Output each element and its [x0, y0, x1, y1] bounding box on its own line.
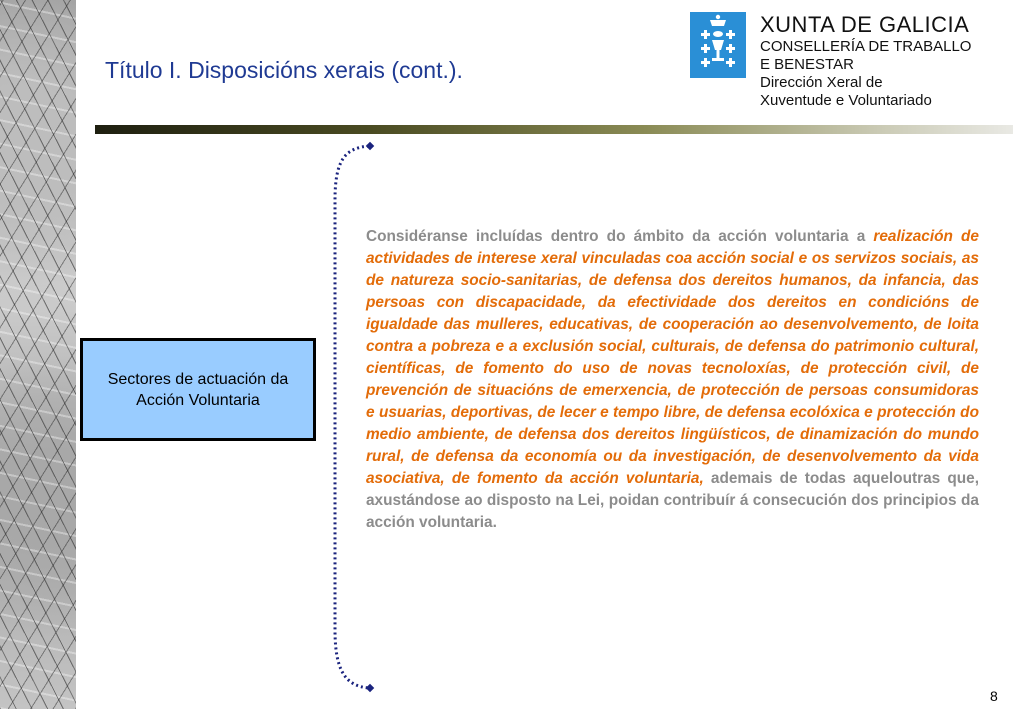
page-number: 8: [990, 688, 998, 704]
xunta-galicia-emblem-icon: [690, 12, 746, 78]
dept-line-1: CONSELLERÍA DE TRABALLO: [760, 38, 972, 55]
sectors-label: Sectores de actuación da Acción Voluntaria: [107, 370, 289, 409]
body-outro: ademais de todas aqueloutras que, axustándose ao disposto na Lei, poidan contribuír á consecución dos principios da acción voluntaria.: [366, 470, 979, 531]
header-divider: [95, 125, 1013, 134]
decorative-side-strip: [0, 0, 76, 709]
body-highlight: realización de actividades de interese xeral vinculadas coa acción social e os servizos sociais, as de natureza socio-sanitarias, de defensa dos dereitos humanos, da infancia, das persoas con discapacidade, da efectividade dos dereitos en condicións de igualdade das mulleres, educativas, de cooperación ao desenvolvemento, de loita contra a pobreza e a exclusión social, culturais, de defensa do patrimonio cultural, científicas, de fomento do uso de novas tecnoloxías, de protección civil, de prevención de situacións de emerxencia, de protección de persoas consumidoras e usuarias, deportivas, de lecer e tempo libre, de defensa ecolóxica e protección do medio ambiente, de defensa dos dereitos lingüísticos, de dinamización do mundo rural, de defensa da economía ou da investigación, de desenvolvemento da vida asociativa, de fomento da acción voluntaria,: [366, 228, 979, 487]
body-intro: Considéranse incluídas dentro do ámbito da acción voluntaria a: [366, 228, 874, 245]
organization-header: [760, 12, 971, 110]
org-name: XUNTA DE GALICIA: [760, 12, 970, 37]
body-paragraph: [366, 226, 979, 534]
slide-title: Título I. Disposicións xerais (cont.).: [105, 57, 463, 83]
dept-line-4: Xuventude e Voluntariado: [760, 92, 932, 109]
sectors-label-box: [80, 338, 316, 441]
dept-line-3: Dirección Xeral de: [760, 74, 883, 91]
dept-line-2: E BENESTAR: [760, 56, 854, 73]
